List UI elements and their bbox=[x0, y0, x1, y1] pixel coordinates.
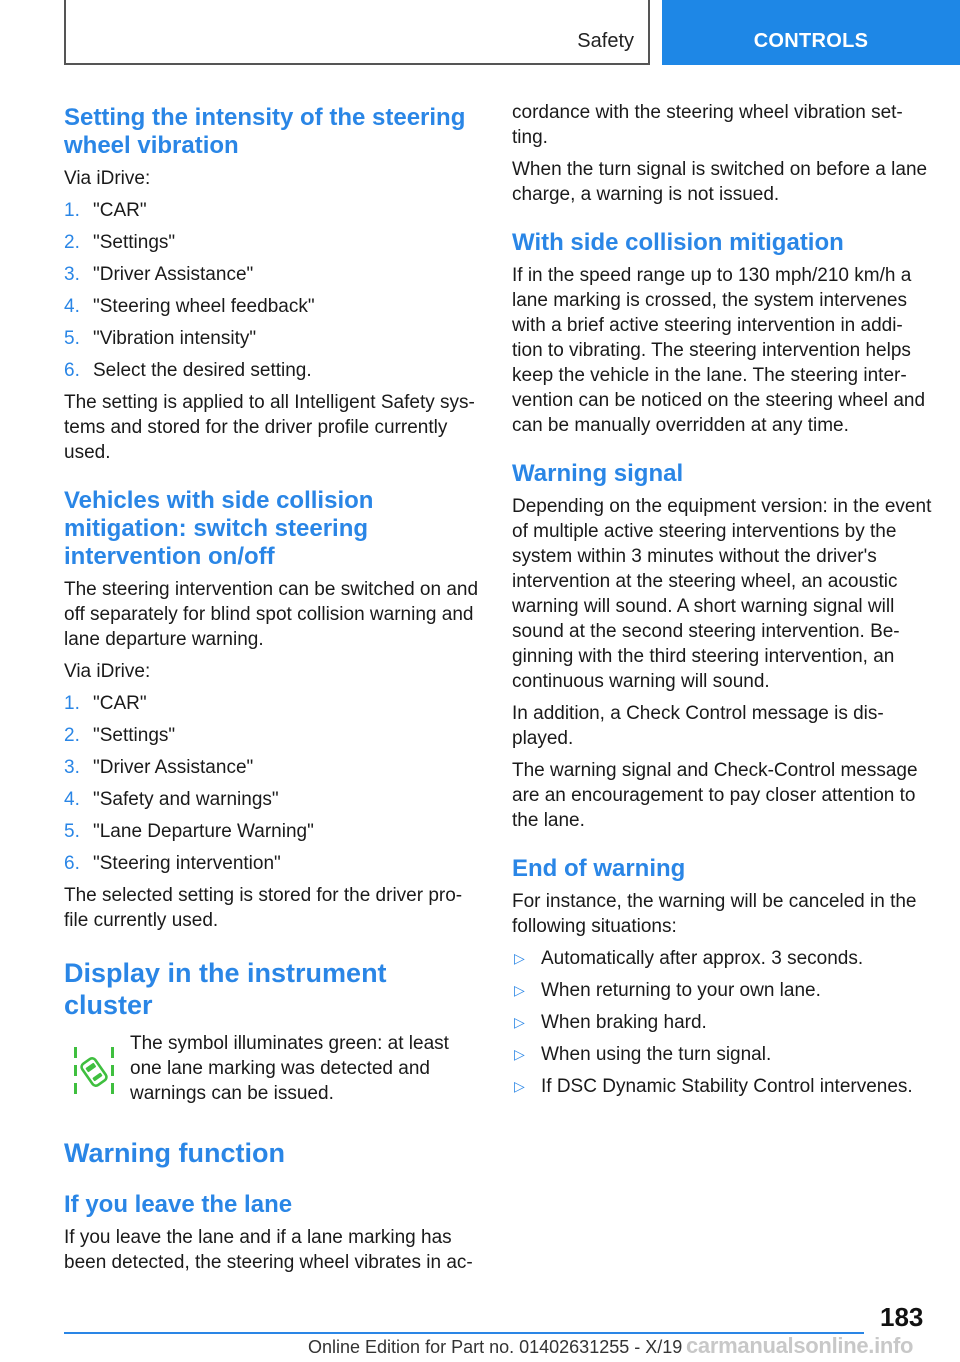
steps-list-intensity bbox=[64, 198, 482, 383]
list-item bbox=[512, 978, 932, 1003]
step-text: "Safety and warnings" bbox=[93, 789, 279, 810]
left-column bbox=[64, 100, 482, 1282]
heading-display-instrument-cluster: Display in the instrument cluster bbox=[64, 958, 387, 1020]
list-item bbox=[64, 198, 482, 223]
step-number: 2. bbox=[64, 725, 80, 746]
heading-vibration-intensity: Setting the intensity of the steering wheel vibration bbox=[64, 104, 466, 159]
symbol-row bbox=[64, 1031, 482, 1113]
step-number: 5. bbox=[64, 821, 80, 842]
list-item bbox=[512, 1074, 932, 1099]
list-item bbox=[64, 294, 482, 319]
step-text: "Driver Assistance" bbox=[93, 757, 254, 778]
bullet-text: When returning to your own lane. bbox=[541, 980, 821, 1001]
paragraph-check-control: In addition, a Check Control message is dis-played. bbox=[512, 703, 884, 749]
header-tab-label: CONTROLS bbox=[753, 30, 869, 52]
paragraph-encouragement: The warning signal and Check-Control message are an encouragement to pay closer attention to the lane. bbox=[512, 760, 918, 831]
bullets-cancel-situations bbox=[512, 946, 932, 1099]
paragraph-warning-signal: Depending on the equipment version: in the event of multiple active steering interventions by the system within 3 minutes without the driver's intervention at the steering wheel, an acoustic warning will sound. A short warning signal will sound at the second steering intervention. Be-ginning with the third steering intervention, an continuous warning will sound. bbox=[512, 496, 932, 692]
step-text: "CAR" bbox=[93, 693, 147, 714]
watermark: carmanualsonline.info bbox=[686, 1333, 914, 1358]
step-number: 5. bbox=[64, 328, 80, 349]
paragraph-turn-signal: When the turn signal is switched on before a lane charge, a warning is not issued. bbox=[512, 159, 928, 205]
paragraph-side-collision: If in the speed range up to 130 mph/210 km/h a lane marking is crossed, the system intervenes with a brief active steering intervention in addi-tion to vibrating. The steering intervention helps keep the vehicle in the lane. The steering inter-vention can be noticed on the steering wheel and can be manually overridden at any time. bbox=[512, 265, 926, 436]
list-item bbox=[64, 819, 482, 844]
triangle-bullet-icon: ▷ bbox=[514, 1014, 525, 1030]
bullet-text: Automatically after approx. 3 seconds. bbox=[541, 948, 864, 969]
step-text: "Steering intervention" bbox=[93, 853, 281, 874]
bullet-text: When braking hard. bbox=[541, 1012, 707, 1033]
step-text: "CAR" bbox=[93, 200, 147, 221]
list-item bbox=[64, 851, 482, 876]
triangle-bullet-icon: ▷ bbox=[514, 950, 525, 966]
list-item bbox=[64, 723, 482, 748]
list-item bbox=[64, 358, 482, 383]
step-number: 6. bbox=[64, 853, 80, 874]
list-item bbox=[512, 946, 932, 971]
step-text: "Settings" bbox=[93, 725, 176, 746]
list-item bbox=[64, 326, 482, 351]
heading-leave-lane: If you leave the lane bbox=[64, 1191, 293, 1218]
step-text: "Lane Departure Warning" bbox=[93, 821, 314, 842]
bullet-text: When using the turn signal. bbox=[541, 1044, 772, 1065]
right-column bbox=[512, 100, 932, 1106]
list-item bbox=[64, 755, 482, 780]
list-item bbox=[64, 691, 482, 716]
step-number: 1. bbox=[64, 693, 80, 714]
paragraph-setting-applied: The setting is applied to all Intelligent Safety sys-tems and stored for the driver profile currently used. bbox=[64, 392, 475, 463]
triangle-bullet-icon: ▷ bbox=[514, 1046, 525, 1062]
paragraph-selected-setting: The selected setting is stored for the driver pro-file currently used. bbox=[64, 885, 463, 931]
list-item bbox=[512, 1010, 932, 1035]
list-item bbox=[512, 1042, 932, 1067]
steps-list-steering-intervention bbox=[64, 691, 482, 876]
step-number: 1. bbox=[64, 200, 80, 221]
step-text: "Settings" bbox=[93, 232, 176, 253]
paragraph-switch-separately: The steering intervention can be switched on and off separately for blind spot collision warning and lane departure warning. bbox=[64, 579, 479, 650]
step-text: "Driver Assistance" bbox=[93, 264, 254, 285]
step-text: Select the desired setting. bbox=[93, 360, 312, 381]
heading-side-collision-switch: Vehicles with side collision mitigation: switch steering intervention on/off bbox=[64, 487, 374, 570]
step-number: 6. bbox=[64, 360, 80, 381]
header-tab-controls[interactable] bbox=[662, 0, 960, 65]
triangle-bullet-icon: ▷ bbox=[514, 1078, 525, 1094]
step-text: "Steering wheel feedback" bbox=[93, 296, 315, 317]
heading-warning-function: Warning function bbox=[64, 1138, 285, 1168]
paragraph-symbol-green: The symbol illuminates green: at least one lane marking was detected and warnings can be issued. bbox=[130, 1033, 449, 1104]
paragraph-leave-lane: If you leave the lane and if a lane marking has been detected, the steering wheel vibrates in ac- bbox=[64, 1227, 473, 1273]
step-number: 4. bbox=[64, 296, 80, 317]
step-number: 4. bbox=[64, 789, 80, 810]
list-item bbox=[64, 230, 482, 255]
triangle-bullet-icon: ▷ bbox=[514, 982, 525, 998]
header-section-title: Safety bbox=[577, 30, 634, 52]
paragraph-end-of-warning: For instance, the warning will be canceled in the following situations: bbox=[512, 891, 917, 937]
header-box bbox=[64, 0, 650, 65]
footer-edition: Online Edition for Part no. 01402631255 - X/19 bbox=[308, 1337, 683, 1357]
lane-departure-warning-icon bbox=[72, 1043, 116, 1101]
step-number: 2. bbox=[64, 232, 80, 253]
heading-end-of-warning: End of warning bbox=[512, 855, 686, 882]
heading-with-side-collision: With side collision mitigation bbox=[512, 229, 844, 256]
bullet-text: If DSC Dynamic Stability Control intervenes. bbox=[541, 1076, 913, 1097]
via-idrive-label: Via iDrive: bbox=[64, 168, 151, 189]
via-idrive-label: Via iDrive: bbox=[64, 661, 151, 682]
step-number: 3. bbox=[64, 757, 80, 778]
step-text: "Vibration intensity" bbox=[93, 328, 257, 349]
step-number: 3. bbox=[64, 264, 80, 285]
list-item bbox=[64, 787, 482, 812]
list-item bbox=[64, 262, 482, 287]
page-number: 183 bbox=[880, 1302, 924, 1332]
paragraph-continuation: cordance with the steering wheel vibration set-ting. bbox=[512, 102, 903, 148]
heading-warning-signal: Warning signal bbox=[512, 460, 684, 487]
